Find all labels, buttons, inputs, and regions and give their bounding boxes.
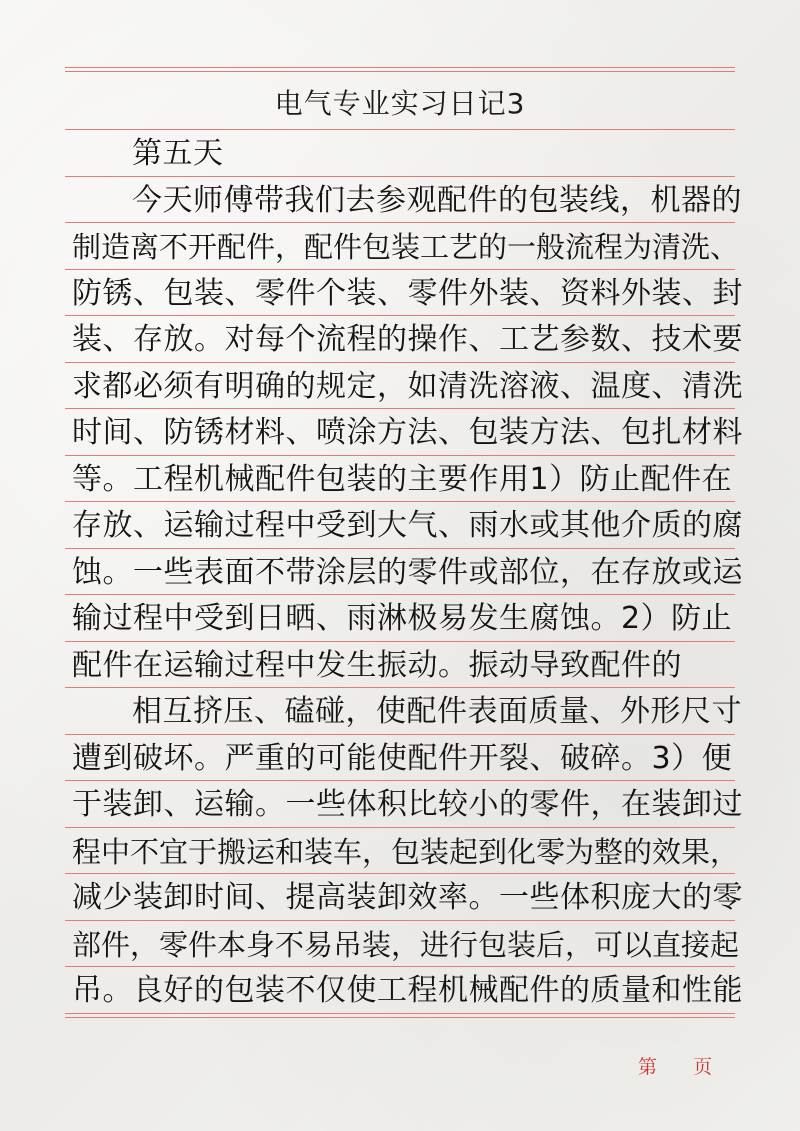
rule [65, 129, 735, 130]
text-line: 今天师傅带我们去参观配件的包装线，机器的 [132, 183, 742, 218]
rule [65, 408, 735, 409]
page-number-footer [638, 1052, 712, 1079]
text-line: 等。工程机械配件包装的主要作用1）防止配件在 [72, 462, 733, 497]
rule [65, 176, 735, 177]
top-rule-2 [65, 71, 735, 72]
rule [65, 641, 735, 642]
rule [65, 827, 735, 828]
text-line: 于装卸、运输。一些体积比较小的零件，在装卸过 [72, 787, 743, 822]
text-line: 求都必须有明确的规定，如清洗溶液、温度、清洗 [72, 369, 743, 404]
top-rule [65, 67, 735, 68]
rule [65, 920, 735, 921]
text-line: 输过程中受到日晒、雨淋极易发生腐蚀。2）防止 [72, 601, 733, 636]
rule [65, 501, 735, 502]
rule [65, 222, 735, 223]
rule [65, 966, 735, 967]
rule [65, 687, 735, 688]
rule [65, 594, 735, 595]
text-line: 蚀。一些表面不带涂层的零件或部位，在存放或运 [72, 555, 743, 590]
text-line: 第五天 [132, 136, 224, 171]
text-line: 程中不宜于搬运和装车，包装起到化零为整的效果， [72, 835, 740, 869]
text-line: 装、存放。对每个流程的操作、工艺参数、技术要 [72, 322, 743, 357]
rule [65, 1013, 735, 1014]
rule [65, 455, 735, 456]
rule [65, 548, 735, 549]
text-line: 减少装卸时间、提高装卸效率。一些体积庞大的零 [72, 880, 743, 915]
rule [65, 315, 735, 316]
page-label-right: 页 [693, 1056, 713, 1078]
rule [65, 734, 735, 735]
text-line: 相互挤压、磕碰，使配件表面质量、外形尺寸 [132, 694, 742, 729]
text-line: 防锈、包装、零件个装、零件外装、资料外装、封 [72, 276, 743, 311]
rule [65, 873, 735, 874]
text-line: 遭到破坏。严重的可能使配件开裂、破碎。3）便 [72, 741, 733, 776]
text-line: 配件在运输过程中发生振动。振动导致配件的 [72, 648, 682, 683]
rule [65, 362, 735, 363]
text-line: 吊。良好的包装不仅使工程机械配件的质量和性能 [72, 973, 743, 1008]
rule [65, 269, 735, 270]
rule [65, 780, 735, 781]
text-line: 制造离不开配件，配件包装工艺的一般流程为清洗、 [72, 230, 740, 264]
page-label-left: 第 [638, 1056, 658, 1078]
text-line: 时间、防锈材料、喷涂方法、包装方法、包扎材料 [72, 415, 743, 450]
text-line: 部件，零件本身不易吊装，进行包装后，可以直接起 [72, 928, 740, 962]
text-line: 存放、运输过程中受到大气、雨水或其他介质的腐 [72, 508, 743, 543]
page-title: 电气专业实习日记3 [274, 87, 526, 120]
bottom-rule-2 [65, 1017, 735, 1018]
